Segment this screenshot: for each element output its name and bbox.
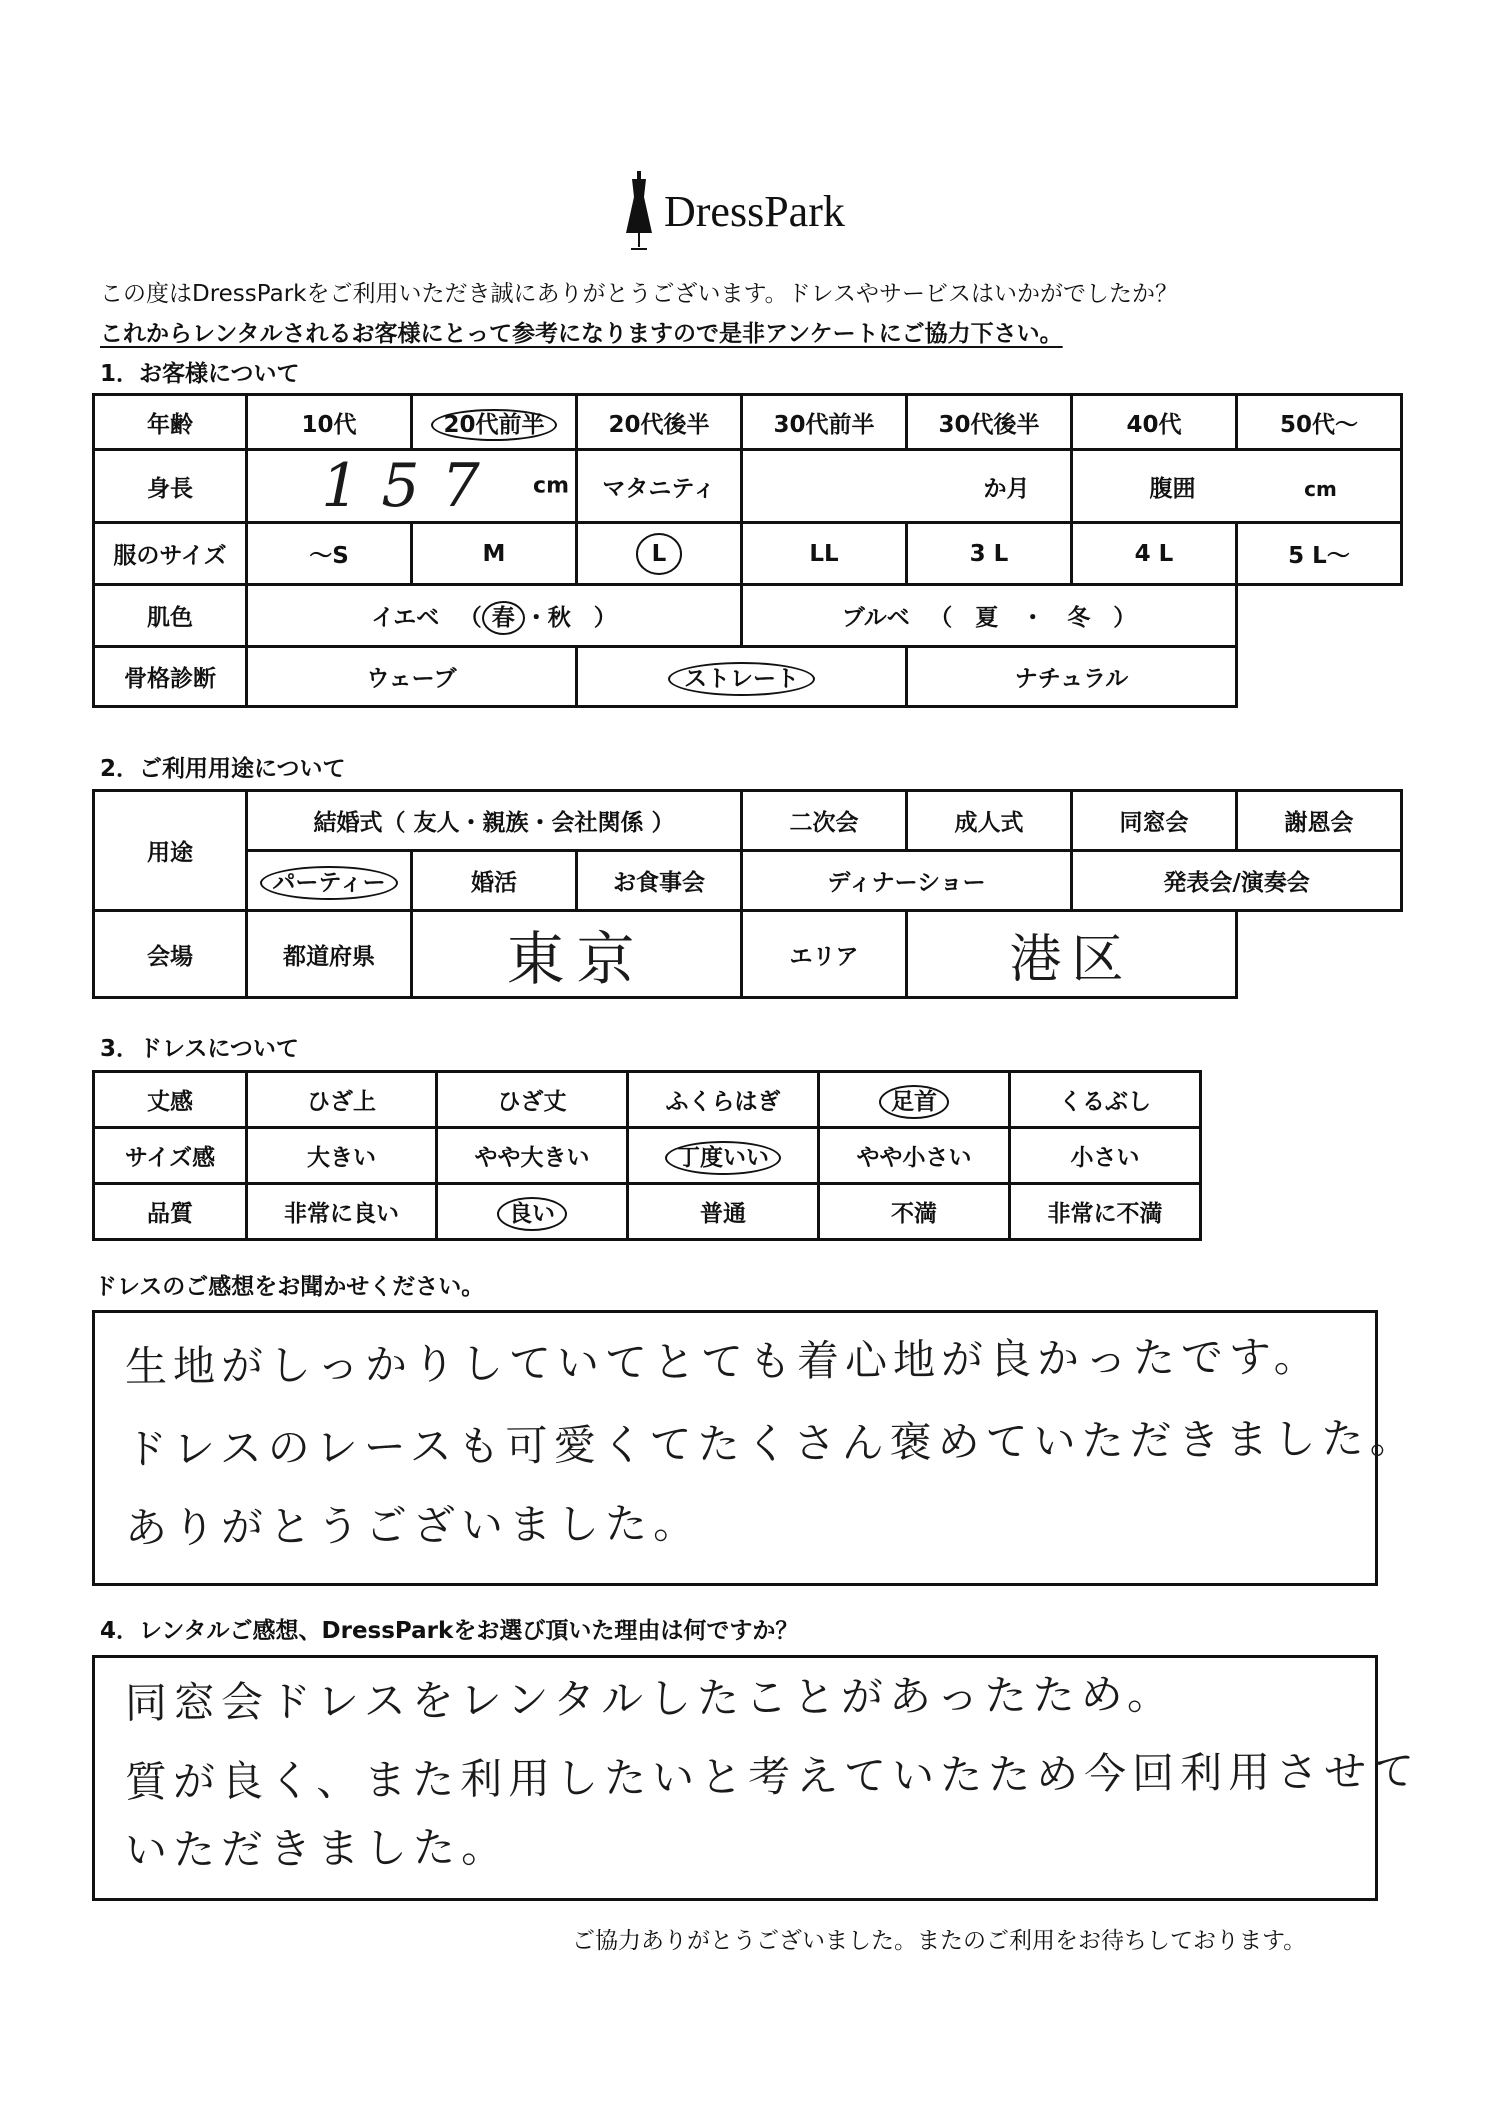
age-option-selected[interactable] [412,395,577,450]
fit-option[interactable]: 小さい [1010,1128,1201,1184]
frame-option[interactable]: ウェーブ [247,647,577,707]
yellow-base-label: イエベ [371,605,440,631]
purpose-option[interactable]: 婚活 [412,851,577,911]
fit-option[interactable]: 大きい [247,1128,437,1184]
usage-table [92,789,1403,999]
footer-thanks: ご協力ありがとうございました。またのご利用をお待ちしております。 [572,1928,1307,1954]
quality-option-selected[interactable] [437,1184,628,1240]
height-row [94,450,1402,523]
blue-base-field[interactable]: ブルベ （ 夏 ・ 冬 ） [742,585,1237,647]
frame-row [94,647,1402,707]
age-option[interactable]: 40代 [1072,395,1237,450]
length-option-selected[interactable] [819,1072,1010,1128]
skin-label: 肌色 [94,585,247,647]
frame-option[interactable]: ナチュラル [907,647,1237,707]
height-label: 身長 [94,450,247,523]
frame-label: 骨格診断 [94,647,247,707]
quality-label: 品質 [94,1184,247,1240]
purpose-label: 用途 [94,791,247,911]
venue-label: 会場 [94,911,247,998]
months-unit: か月 [983,475,1030,502]
reason-line: 質が良く、また利用したいと考えていたため今回利用させて [124,1746,1421,1807]
age-option[interactable]: 30代後半 [907,395,1072,450]
spring-selected: 春 [482,601,525,635]
size-row [94,523,1402,585]
brand-name: DressPark [664,186,845,236]
height-field[interactable] [247,450,577,523]
size-option[interactable]: ～S [247,523,412,585]
impressions-box[interactable] [92,1310,1418,1586]
summer-option: 夏 [975,605,999,631]
reason-line: いただきました。 [124,1822,510,1875]
dress-icon [622,171,656,251]
selection-circle: 丁度いい [665,1141,781,1175]
area-label: エリア [742,911,907,998]
age-option[interactable]: 30代前半 [742,395,907,450]
selection-circle: 良い [497,1197,567,1231]
size-option[interactable]: 5 L～ [1237,523,1402,585]
fit-option[interactable]: やや小さい [819,1128,1010,1184]
size-label: 服のサイズ [94,523,247,585]
age-option[interactable]: 10代 [247,395,412,450]
purpose-row-2 [94,851,1402,911]
reason-box[interactable] [92,1655,1421,1901]
area-field[interactable] [907,911,1237,998]
reason-line: 同窓会ドレスをレンタルしたことがあったため。 [124,1669,1176,1728]
selection-circle: 足首 [879,1085,949,1119]
waist-unit: cm [1304,476,1337,501]
size-option[interactable]: LL [742,523,907,585]
size-option[interactable]: 3 L [907,523,1072,585]
height-unit: cm [533,473,569,499]
quality-option[interactable]: 非常に不満 [1010,1184,1201,1240]
intro-line-2: これからレンタルされるお客様にとって参考になりますので是非アンケートにご協力下さい。 [100,321,1063,347]
impression-line: 生地がしっかりしていてとても着心地が良かったです。 [124,1331,1322,1392]
impression-line: ドレスのレースも可愛くてたくさん褒めていただきました。 [124,1413,1418,1474]
section-4-title: 4．レンタルご感想、DressParkをお選び頂いた理由は何ですか？ [100,1618,799,1644]
length-label: 丈感 [94,1072,247,1128]
maternity-label: マタニティ [577,450,742,523]
prefecture-value: 東京 [506,925,647,993]
quality-option[interactable]: 不満 [819,1184,1010,1240]
quality-option[interactable]: 普通 [628,1184,819,1240]
maternity-months-field[interactable] [742,450,1072,523]
length-option[interactable]: ふくらはぎ [628,1072,819,1128]
selection-circle: ストレート [668,662,815,696]
selection-circle: パーティー [260,866,397,900]
prefecture-label: 都道府県 [247,911,412,998]
purpose-option[interactable]: 二次会 [742,791,907,851]
length-option[interactable]: ひざ上 [247,1072,437,1128]
quality-option[interactable]: 非常に良い [247,1184,437,1240]
impression-line: ありがとうございました。 [124,1498,702,1553]
age-option[interactable]: 50代～ [1237,395,1402,450]
section-1-title: 1．お客様について [100,361,300,387]
blue-base-label: ブルベ [841,605,910,631]
purpose-option[interactable]: 謝恩会 [1237,791,1402,851]
age-option[interactable]: 20代後半 [577,395,742,450]
purpose-option[interactable]: お食事会 [577,851,742,911]
waist-label: 腹囲 [1149,475,1196,502]
age-label: 年齢 [94,395,247,450]
selection-circle: L [636,533,683,575]
fit-label: サイズ感 [94,1128,247,1184]
logo [622,170,845,252]
length-option[interactable]: ひざ丈 [437,1072,628,1128]
height-value: 157 [321,451,502,521]
waist-field[interactable] [1072,450,1402,523]
dress-table [92,1070,1202,1241]
impressions-title: ドレスのご感想をお聞かせください。 [94,1274,485,1300]
fit-row [94,1128,1201,1184]
size-option-selected[interactable] [577,523,742,585]
age-row [94,395,1402,450]
length-row [94,1072,1201,1128]
purpose-row-1 [94,791,1402,851]
recital-option[interactable]: 発表会/演奏会 [1072,851,1402,911]
purpose-option-selected[interactable] [247,851,412,911]
winter-option: 冬 [1067,605,1091,631]
selection-circle: 20代前半 [431,409,556,441]
wedding-option[interactable]: 結婚式（ 友人・親族・会社関係 ） [247,791,742,851]
frame-option-selected[interactable] [577,647,907,707]
purpose-option[interactable]: 成人式 [907,791,1072,851]
area-value: 港区 [1009,929,1134,990]
skin-row [94,585,1402,647]
fit-option[interactable]: やや大きい [437,1128,628,1184]
section-2-title: 2．ご利用用途について [100,756,346,782]
size-option[interactable]: 4 L [1072,523,1237,585]
section-3-title: 3．ドレスについて [100,1036,299,1062]
customer-table [92,393,1403,708]
yellow-base-field[interactable]: イエベ （ 春 ・秋 ） [247,585,742,647]
venue-row [94,911,1402,998]
dinner-show-option[interactable]: ディナーショー [742,851,1072,911]
autumn-option: 秋 [547,605,571,631]
prefecture-field[interactable] [412,911,742,998]
length-option[interactable]: くるぶし [1010,1072,1201,1128]
intro-line-1: この度はDressParkをご利用いただき誠にありがとうございます。ドレスやサービスはいかがでしたか？ [100,281,1178,307]
quality-row [94,1184,1201,1240]
size-option[interactable]: M [412,523,577,585]
fit-option-selected[interactable] [628,1128,819,1184]
purpose-option[interactable]: 同窓会 [1072,791,1237,851]
